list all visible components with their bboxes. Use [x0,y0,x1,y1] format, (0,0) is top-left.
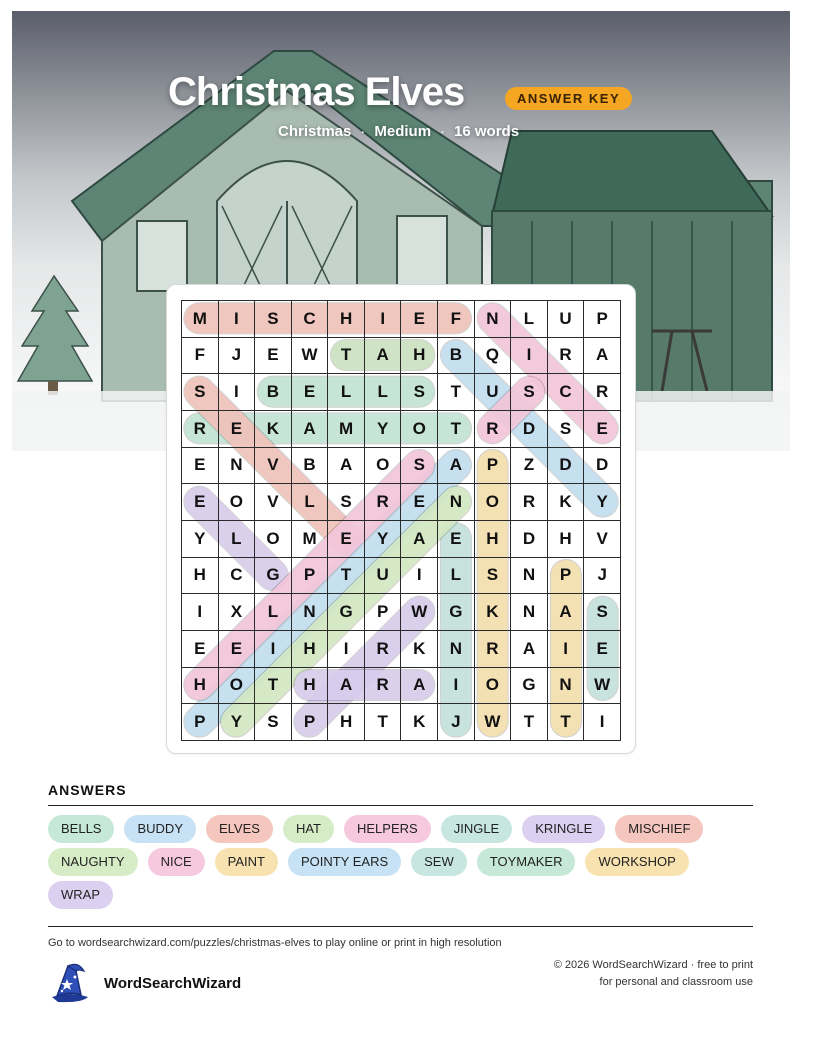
grid-cell: L [218,520,255,557]
grid-cell: R [547,337,584,374]
word-count-label: 16 words [454,123,520,140]
grid-cell: S [547,410,584,447]
grid-cell: R [474,410,511,447]
grid-cell: N [547,667,584,704]
grid-cell: T [511,704,548,741]
grid-cell: E [255,337,292,374]
grid-cell: I [255,630,292,667]
grid-cell: E [182,447,219,484]
grid-cell: H [182,667,219,704]
grid-cell: N [291,594,328,631]
grid-cell: K [474,594,511,631]
grid-cell: P [584,301,621,338]
grid-cell: E [584,630,621,667]
grid-cell: S [401,374,438,411]
grid-cell: T [547,704,584,741]
answers-list [48,815,753,909]
wizard-hat-icon [48,963,92,1003]
grid-cell: Q [474,337,511,374]
grid-cell: Y [364,410,401,447]
grid-cell: E [328,520,365,557]
grid-cell: T [328,337,365,374]
grid-cell: E [401,301,438,338]
grid-cell: I [364,301,401,338]
grid-cell: R [364,484,401,521]
grid-cell: U [474,374,511,411]
grid-cell: H [401,337,438,374]
grid-cell: F [182,337,219,374]
grid-cell: I [547,630,584,667]
grid-cell: V [255,447,292,484]
grid-cell: H [182,557,219,594]
grid-cell: O [255,520,292,557]
grid-cell: C [291,301,328,338]
grid-cell: N [218,447,255,484]
grid-cell: P [182,704,219,741]
grid-cell: L [438,557,475,594]
grid-cell: P [474,447,511,484]
grid-cell: G [328,594,365,631]
grid-cell: J [584,557,621,594]
brand[interactable] [48,963,241,1003]
grid-cell: J [218,337,255,374]
answer-chip: BUDDY [124,815,196,843]
grid-cell: N [511,594,548,631]
grid-cell: A [328,667,365,704]
grid-row [182,484,621,521]
grid-cell: L [511,301,548,338]
grid-cell: A [401,667,438,704]
brand-name: WordSearchWizard [104,974,242,992]
answer-chip: BELLS [48,815,114,843]
grid-cell: A [438,447,475,484]
grid-cell: I [218,301,255,338]
answer-chip: WORKSHOP [585,848,688,876]
grid-row [182,594,621,631]
grid-cell: T [438,410,475,447]
answer-chip: KRINGLE [522,815,605,843]
grid-cell: S [182,374,219,411]
grid-cell: D [511,520,548,557]
grid-cell: H [547,520,584,557]
grid-cell: I [218,374,255,411]
grid-cell: E [218,630,255,667]
grid-cell: E [291,374,328,411]
grid-cell: Y [364,520,401,557]
copyright: © 2026 WordSearchWizard · free to print for personal and classroom use [553,959,753,988]
word-grid [181,300,621,740]
grid-cell: N [511,557,548,594]
grid-row [182,630,621,667]
grid-cell: E [438,520,475,557]
grid-cell: M [328,410,365,447]
footer-note: Go to wordsearchwizard.com/puzzles/christmas-elves to play online or print in high resolution [48,937,502,949]
answer-chip: NICE [148,848,205,876]
grid-cell: W [474,704,511,741]
grid-cell: A [584,337,621,374]
grid-cell: W [401,594,438,631]
answer-chip: JINGLE [441,815,513,843]
grid-cell: M [182,301,219,338]
grid-cell: S [255,704,292,741]
grid-cell: K [547,484,584,521]
grid-cell: K [255,410,292,447]
grid-cell: R [364,630,401,667]
grid-cell: H [328,301,365,338]
grid-cell: I [328,630,365,667]
grid-cell: I [438,667,475,704]
grid-cell: G [511,667,548,704]
grid-cell: E [401,484,438,521]
grid-cell: S [328,484,365,521]
answer-chip: MISCHIEF [615,815,703,843]
answer-chip: NAUGHTY [48,848,138,876]
grid-cell: R [364,667,401,704]
grid-cell: L [328,374,365,411]
grid-row [182,410,621,447]
answer-chip: POINTY EARS [288,848,401,876]
footer-divider [48,926,753,927]
grid-cell: E [182,484,219,521]
grid-cell: A [547,594,584,631]
grid-cell: X [218,594,255,631]
grid-cell: N [438,630,475,667]
grid-cell: A [401,520,438,557]
grid-cell: K [401,630,438,667]
grid-cell: O [364,447,401,484]
grid-row [182,374,621,411]
grid-cell: S [401,447,438,484]
grid-cell: I [584,704,621,741]
grid-row [182,301,621,338]
grid-cell: P [291,704,328,741]
grid-cell: H [474,520,511,557]
grid-cell: Z [511,447,548,484]
grid-cell: W [291,337,328,374]
grid-cell: C [547,374,584,411]
grid-cell: T [438,374,475,411]
grid-cell: O [474,667,511,704]
grid-cell: T [255,667,292,704]
grid-cell: B [255,374,292,411]
grid-cell: G [438,594,475,631]
puzzle-meta [278,123,519,140]
grid-cell: P [364,594,401,631]
grid-cell: D [584,447,621,484]
grid-cell: B [438,337,475,374]
grid-row [182,447,621,484]
grid-cell: A [328,447,365,484]
grid-cell: H [328,704,365,741]
grid-cell: A [291,410,328,447]
answer-chip: SEW [411,848,467,876]
grid-cell: D [547,447,584,484]
grid-cell: E [182,630,219,667]
letter-grid-table [181,300,621,741]
grid-cell: Y [218,704,255,741]
grid-cell: M [291,520,328,557]
grid-cell: P [547,557,584,594]
grid-row [182,520,621,557]
grid-cell: P [291,557,328,594]
page-title: Christmas Elves [168,70,465,114]
grid-cell: G [255,557,292,594]
grid-cell: I [511,337,548,374]
grid-cell: R [511,484,548,521]
grid-cell: K [401,704,438,741]
grid-cell: O [218,667,255,704]
grid-row [182,557,621,594]
grid-cell: E [218,410,255,447]
difficulty-label: Medium [374,123,432,140]
answers-heading: ANSWERS [48,782,127,798]
separator-dot: · [360,123,366,140]
separator-dot: · [440,123,446,140]
grid-cell: S [474,557,511,594]
grid-cell: S [255,301,292,338]
category-label: Christmas [278,123,352,140]
answers-divider [48,805,753,806]
answer-key-badge: ANSWER KEY [505,87,632,110]
grid-cell: S [584,594,621,631]
grid-cell: T [364,704,401,741]
grid-cell: L [255,594,292,631]
grid-cell: I [401,557,438,594]
grid-cell: E [584,410,621,447]
grid-cell: I [182,594,219,631]
grid-cell: L [291,484,328,521]
grid-cell: O [218,484,255,521]
grid-cell: H [291,667,328,704]
grid-cell: V [584,520,621,557]
grid-cell: J [438,704,475,741]
grid-row [182,704,621,741]
grid-cell: R [474,630,511,667]
answer-chip: ELVES [206,815,273,843]
grid-cell: O [474,484,511,521]
answer-chip: HELPERS [344,815,431,843]
grid-cell: A [364,337,401,374]
grid-cell: F [438,301,475,338]
answer-chip: WRAP [48,881,113,909]
grid-row [182,337,621,374]
grid-cell: H [291,630,328,667]
grid-cell: R [584,374,621,411]
answer-chip: HAT [283,815,334,843]
grid-cell: A [511,630,548,667]
answer-chip: TOYMAKER [477,848,576,876]
grid-cell: R [182,410,219,447]
grid-cell: D [511,410,548,447]
grid-cell: T [328,557,365,594]
grid-cell: B [291,447,328,484]
grid-cell: U [547,301,584,338]
grid-cell: N [438,484,475,521]
grid-cell: L [364,374,401,411]
grid-cell: C [218,557,255,594]
answer-chip: PAINT [215,848,278,876]
grid-cell: O [401,410,438,447]
grid-cell: N [474,301,511,338]
grid-cell: Y [182,520,219,557]
grid-cell: U [364,557,401,594]
grid-cell: S [511,374,548,411]
grid-row [182,667,621,704]
grid-cell: W [584,667,621,704]
grid-cell: V [255,484,292,521]
grid-cell: Y [584,484,621,521]
